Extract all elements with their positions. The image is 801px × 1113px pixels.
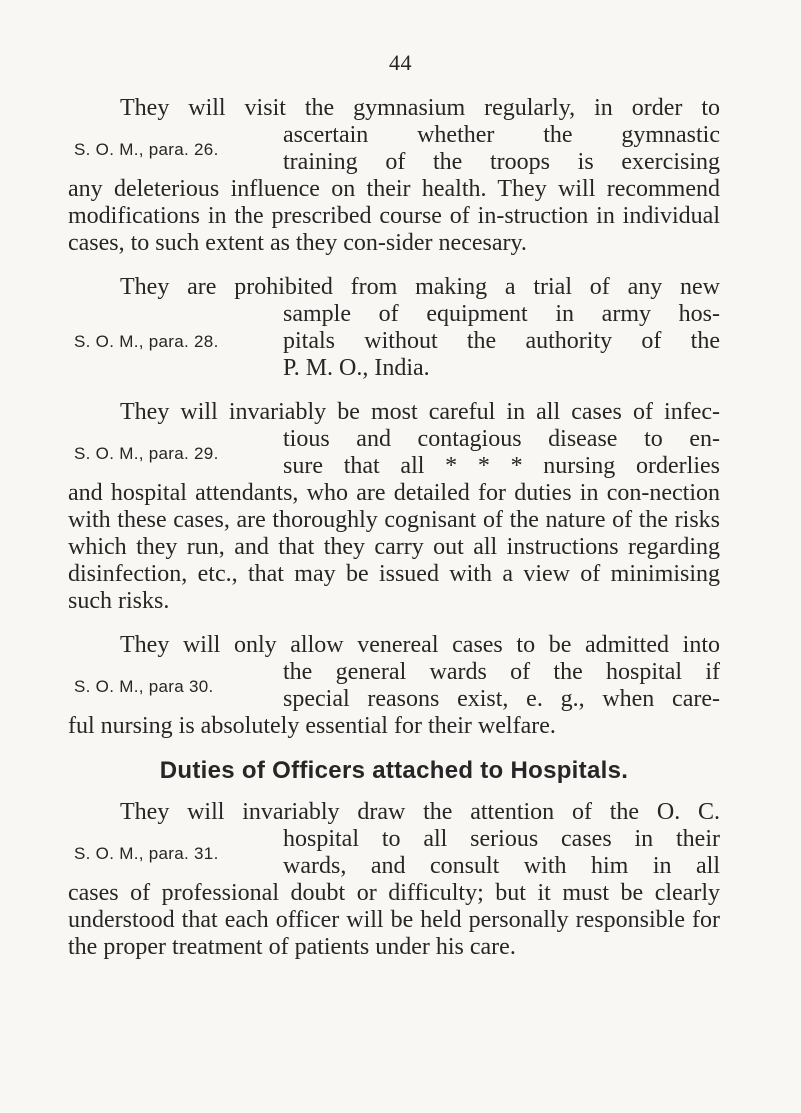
paragraph-venereal-cases: [68, 632, 720, 740]
paragraph-side-block: [68, 301, 720, 382]
side-line: sample of equipment in army hos-: [283, 301, 720, 327]
paragraph-rest: ful nursing is absolutely essential for their welfare.: [68, 713, 556, 739]
paragraph-first-line: They will visit the gymnasium regularly, in order to: [120, 95, 720, 121]
paragraph-first-line: They are prohibited from making a trial of any new: [120, 274, 720, 300]
paragraph-side-block: [68, 122, 720, 176]
side-line: the general wards of the hospital if: [283, 659, 720, 685]
margin-reference: S. O. M., para. 31.: [74, 843, 219, 863]
side-line: tious and contagious disease to en-: [283, 426, 720, 452]
paragraph-equipment: [68, 274, 720, 382]
side-line: wards, and consult with him in all: [283, 853, 720, 879]
side-line: sure that all * * * nursing orderlies: [283, 453, 720, 479]
paragraph-first-line: They will invariably draw the attention of the O. C.: [120, 799, 720, 825]
side-line: P. M. O., India.: [283, 355, 430, 381]
paragraph-side-text: [283, 426, 720, 480]
side-line: special reasons exist, e. g., when care-: [283, 686, 720, 712]
page-body: [68, 95, 720, 978]
paragraph-gymnasium: [68, 95, 720, 257]
side-line: ascertain whether the gymnastic: [283, 122, 720, 148]
paragraph-rest: and hospital attendants, who are detailed for duties in con-nection with these cases, are thoroughly cognisant of the nature of the risks which they run, and that they carry out all instructions regarding disinfection, etc., that may be issued with a view of minimising such risks.: [68, 480, 720, 614]
side-line: hospital to all serious cases in their: [283, 826, 720, 852]
margin-reference: S. O. M., para. 26.: [74, 139, 219, 159]
paragraph-side-text: [283, 826, 720, 880]
paragraph-rest: any deleterious influence on their health. They will recommend modifications in the prescribed course of in-struction in individual cases, to such extent as they con-sider necesary.: [68, 176, 720, 256]
margin-reference: S. O. M., para 30.: [74, 676, 214, 696]
paragraph-side-block: [68, 826, 720, 880]
side-line: training of the troops is exercising: [283, 149, 720, 175]
paragraph-side-text: [283, 301, 720, 382]
paragraph-side-block: [68, 426, 720, 480]
paragraph-rest: cases of professional doubt or difficulty; but it must be clearly understood that each officer will be held personally responsible for the proper treatment of patients under his care.: [68, 880, 720, 960]
paragraph-first-line: They will invariably be most careful in all cases of infec-: [120, 399, 720, 425]
paragraph-side-text: [283, 659, 720, 713]
page-number: 44: [389, 50, 412, 75]
side-line: pitals without the authority of the: [283, 328, 720, 354]
paragraph-first-line: They will only allow venereal cases to be admitted into: [120, 632, 720, 658]
margin-reference: S. O. M., para. 28.: [74, 332, 219, 351]
section-heading: Duties of Officers attached to Hospitals.: [159, 757, 629, 784]
paragraph-infectious-disease: [68, 399, 720, 615]
paragraph-officers-duties: [68, 799, 720, 961]
paragraph-side-block: [68, 659, 720, 713]
margin-reference: S. O. M., para. 29.: [74, 443, 219, 463]
paragraph-side-text: [283, 122, 720, 176]
